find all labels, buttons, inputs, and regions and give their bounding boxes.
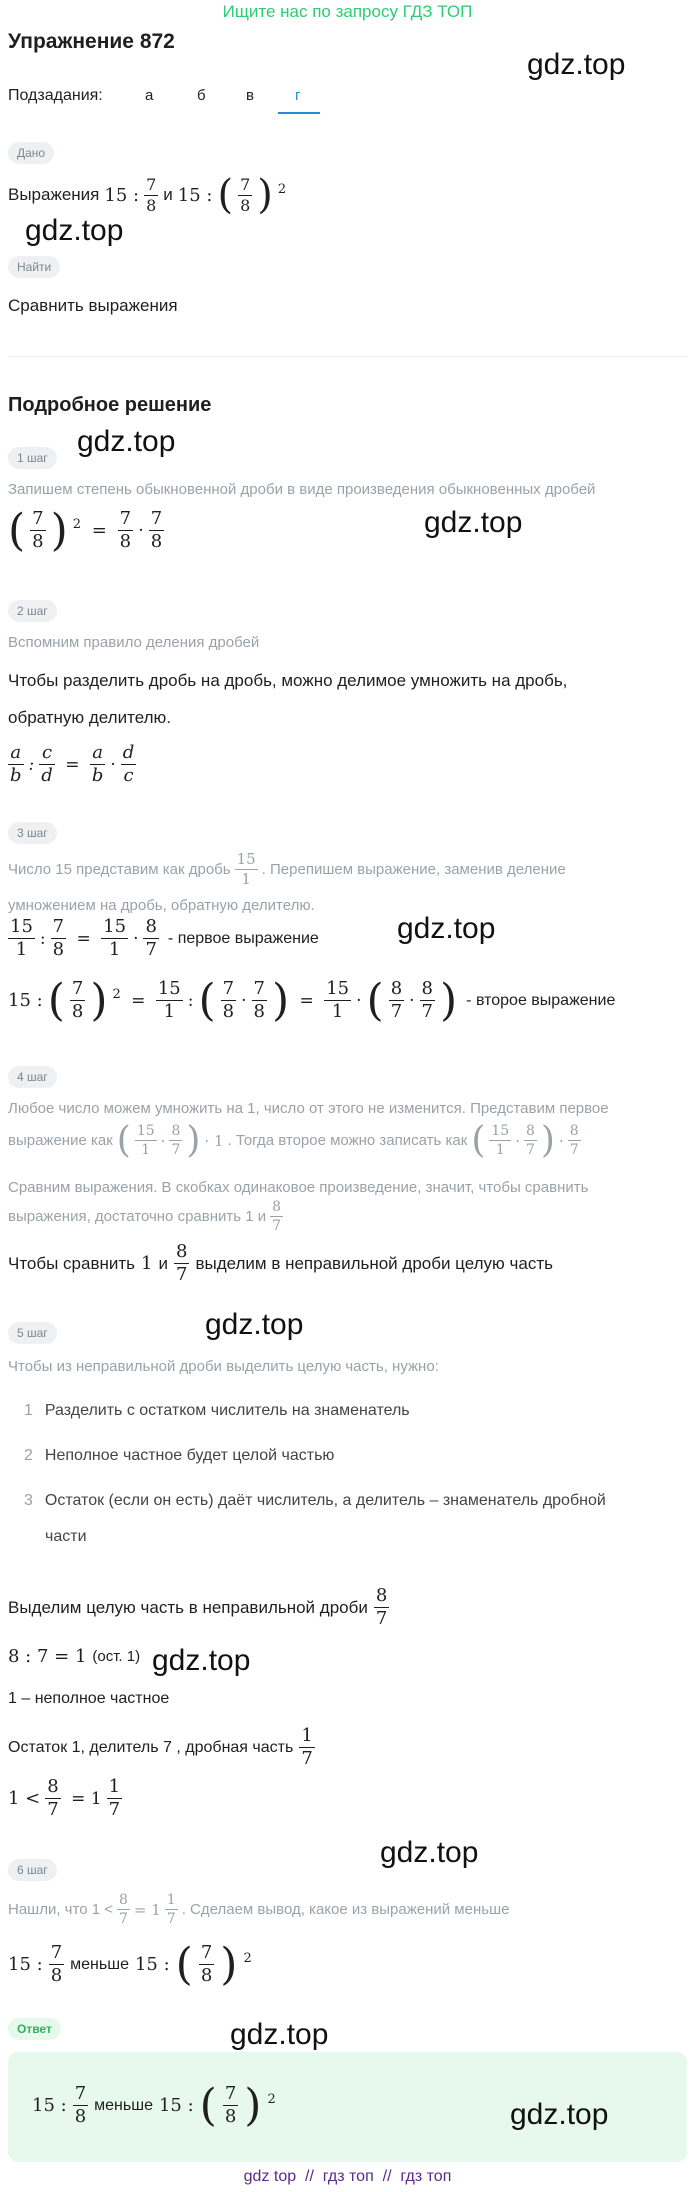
step2-note: Вспомним правило деления дробей [8, 634, 260, 651]
step6-conclusion: 15 : $\frac{7}{8}$ меньше 15 : ( $\frac{7}{8}$ ) 2 [8, 1939, 252, 1990]
watermark: gdz.top [380, 1836, 479, 1869]
tab-g[interactable]: г [295, 87, 301, 104]
given-expressions: Выражения 15 : $\frac{7}{8}$ и 15 : ( $\frac{7}{8}$ ) 2 [8, 172, 287, 218]
badge-step2: 2 шаг [8, 600, 57, 622]
badge-step3: 3 шаг [8, 822, 57, 844]
step6-note: Нашли, что 1 < $\frac{8}{7}$ = 1 $\frac{1}{7}$ . Сделаем вывод, какое из выражений меньше [8, 1892, 510, 1927]
find-text: Сравнить выражения [8, 296, 178, 315]
step4-note-4: выражения, достаточно сравнить 1 и $\frac{8}{7}$ [8, 1199, 282, 1234]
top-banner[interactable]: Ищите нас по запросу ГДЗ ТОП [222, 2, 473, 21]
list-item: 1 Разделить с остатком числитель на знаменатель [24, 1402, 410, 1419]
watermark: gdz.top [25, 214, 124, 247]
step3-note: Число 15 представим как дробь $\frac{15}{1}$ . Перепишем выражение, заменив деление [8, 850, 566, 888]
step4-note-2: выражение как ( $\frac{15}{1}$ · $\frac{8}{7}$ ) · 1 . Тогда второе можно записать как ( $\frac{15}{1}$ · $\frac{8}{7}$ ) · $\frac{8}{7}$ [8, 1120, 579, 1161]
badge-find: Найти [8, 256, 60, 278]
watermark: gdz.top [527, 48, 626, 81]
badge-step6: 6 шаг [8, 1859, 57, 1881]
solution-title: Подробное решение [8, 394, 212, 416]
step4-compare: Чтобы сравнить 1 и $\frac{8}{7}$ выделим в неправильной дроби целую часть [8, 1241, 553, 1285]
step2-rule-formula: $\frac{a}{b}$ : $\frac{c}{d}$ = $\frac{a}{b}$ · $\frac{d}{c}$ [10, 742, 135, 786]
answer-expression: 15 : $\frac{7}{8}$ меньше 15 : ( $\frac{7}{8}$ ) 2 [32, 2080, 276, 2131]
tab-a[interactable]: а [145, 87, 154, 104]
step3-note-cont: умножением на дробь, обратную делителю. [8, 897, 315, 914]
step5-result: 1 < $\frac{8}{7}$ = 1 $\frac{1}{7}$ [8, 1776, 121, 1820]
subtask-tabs [8, 85, 338, 115]
page-title: Упражнение 872 [8, 30, 175, 53]
watermark: gdz.top [230, 2018, 329, 2051]
watermark: gdz.top [77, 425, 176, 458]
watermark: gdz.top [205, 1308, 304, 1341]
step4-note-3: Сравним выражения. В скобках одинаковое произведение, значит, чтобы сравнить [8, 1179, 589, 1196]
step3-first: $\frac{15}{1}$ : $\frac{7}{8}$ = $\frac{15}{1}$ · $\frac{8}{7}$ - первое выражение [10, 916, 319, 960]
badge-step1: 1 шаг [8, 447, 57, 469]
watermark: gdz.top [152, 1644, 251, 1677]
watermark: gdz.top [397, 912, 496, 945]
watermark: gdz.top [424, 506, 523, 539]
active-tab-underline [278, 112, 320, 114]
divider [8, 356, 687, 357]
watermark: gdz.top [510, 2098, 609, 2131]
list-item: 3 Остаток (если он есть) даёт числитель, а делитель – знаменатель дробной [24, 1492, 606, 1509]
tab-b[interactable]: б [197, 87, 206, 104]
step5-rest: Остаток 1, делитель 7 , дробная часть $\frac{1}{7}$ [8, 1725, 313, 1769]
badge-step5: 5 шаг [8, 1322, 57, 1344]
badge-answer: Ответ [8, 2018, 61, 2040]
badge-step4: 4 шаг [8, 1066, 57, 1088]
step1-formula: ( $\frac{7}{8}$ ) 2 = $\frac{7}{8}$ · $\frac{7}{8}$ [8, 505, 163, 556]
step5-extract: Выделим целую часть в неправильной дроби $\frac{8}{7}$ [8, 1585, 388, 1629]
step3-second: 15 : ( $\frac{7}{8}$ ) 2 = $\frac{15}{1}$ : ( $\frac{7}{8}$ · $\frac{7}{8}$ ) = $\frac{15}{1}$ · ( $\frac{8}{7}$ · $\frac{8}{7}$ ) - второе выражение [8, 975, 616, 1026]
list-item-continuation: части [45, 1528, 87, 1545]
step2-line2: обратную делителю. [8, 708, 171, 727]
list-item: 2 Неполное частное будет целой частью [24, 1447, 335, 1464]
badge-given: Дано [8, 142, 54, 164]
step5-note: Чтобы из неправильной дроби выделить целую часть, нужно: [8, 1358, 439, 1375]
step5-division: 8 : 7 = 1 (ост. 1) [8, 1646, 141, 1667]
subtasks-label: Подзадания: [8, 87, 103, 104]
step5-quotient: 1 – неполное частное [8, 1690, 170, 1707]
footer-links[interactable]: gdz top // гдз топ // гдз топ [243, 2168, 452, 2185]
tab-v[interactable]: в [246, 87, 254, 104]
step1-note: Запишем степень обыкновенной дроби в виде произведения обыкновенных дробей [8, 481, 596, 498]
step2-line1: Чтобы разделить дробь на дробь, можно делимое умножить на дробь, [8, 671, 568, 690]
step4-note-1: Любое число можем умножить на 1, число от этого не изменится. Представим первое [8, 1100, 609, 1117]
